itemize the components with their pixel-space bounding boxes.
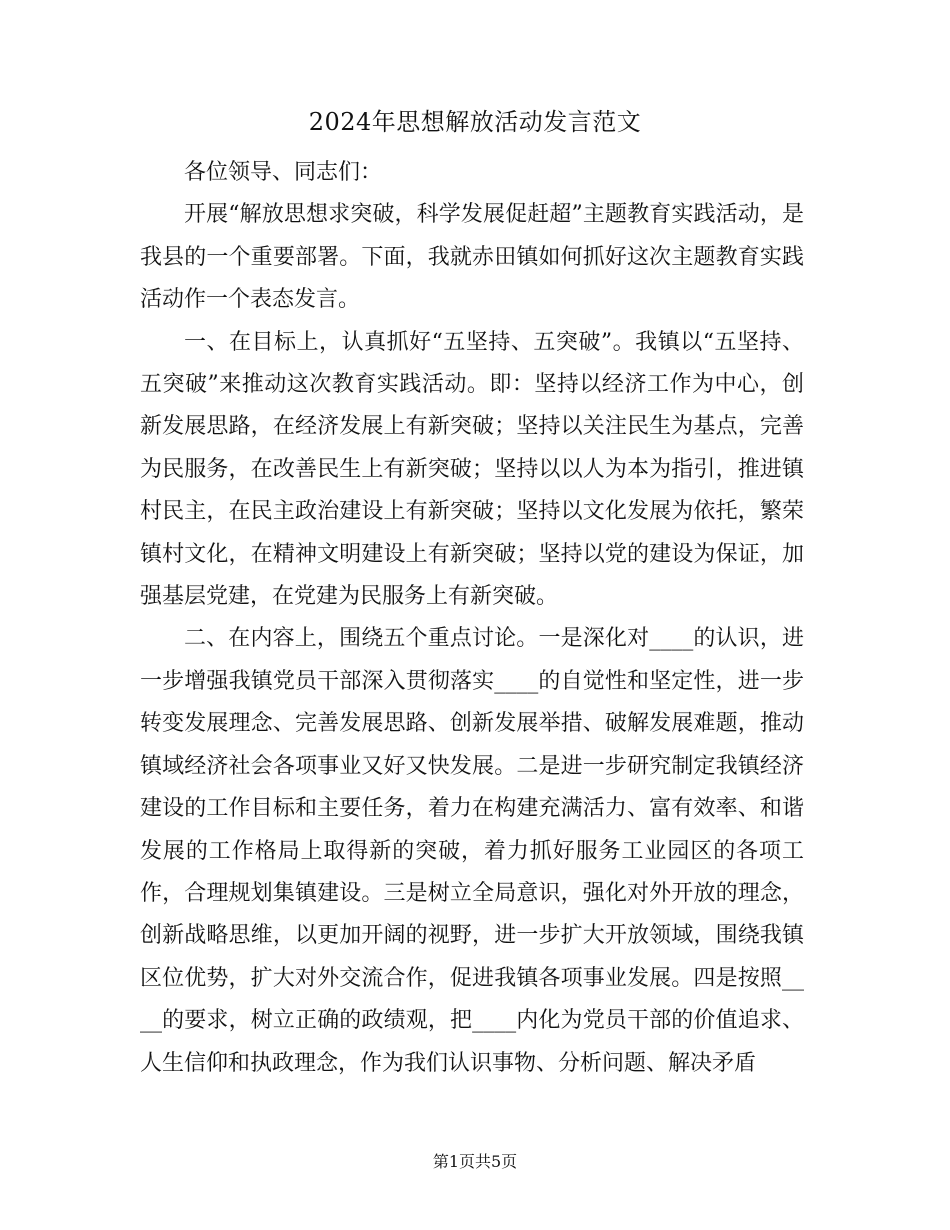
document-body (140, 152, 804, 1085)
document-title: 2024年思想解放活动发言范文 (308, 108, 642, 136)
salutation: 各位领导、同志们： (184, 160, 383, 185)
paragraph-goals: 一、在目标上，认真抓好“五坚持、五突破”。我镇以“五坚持、五突破”来推动这次教育实践活动。即：坚持以经济工作为中心，创新发展思路，在经济发展上有新突破；坚持以关注民生为基点，完善为民服务，在改善民生上有新突破；坚持以以人为本为指引，推进镇村民主，在民主政治建设上有新突破；坚持以文化发展为依托，繁荣镇村文化，在精神文明建设上有新突破；坚持以党的建设为保证，加强基层党建，在党建为民服务上有新突破。 (140, 329, 804, 610)
paragraph-intro: 开展“解放思想求突破，科学发展促赶超”主题教育实践活动，是我县的一个重要部署。下面，我就赤田镇如何抓好这次主题教育实践活动作一个表态发言。 (140, 202, 804, 313)
page-number: 第1页共5页 (432, 1152, 518, 1171)
paragraph-content: 二、在内容上，围绕五个重点讨论。一是深化对____的认识，进一步增强我镇党员干部深入贯彻落实____的自觉性和坚定性，进一步转变发展理念、完善发展思路、创新发展举措、破解发展难题，推动镇域经济社会各项事业又好又快发展。二是进一步研究制定我镇经济建设的工作目标和主要任务，着力在构建充满活力、富有效率、和谐发展的工作格局上取得新的突破，着力抓好服务工业园区的各项工作，合理规划集镇建设。三是树立全局意识，强化对外开放的理念，创新战略思维，以更加开阔的视野，进一步扩大开放领域，围绕我镇区位优势，扩大对外交流合作，促进我镇各项事业发展。四是按照____的要求，树立正确的政绩观，把____内化为党员干部的价值追求、人生信仰和执政理念，作为我们认识事物、分析问题、解决矛盾 (140, 626, 804, 1076)
